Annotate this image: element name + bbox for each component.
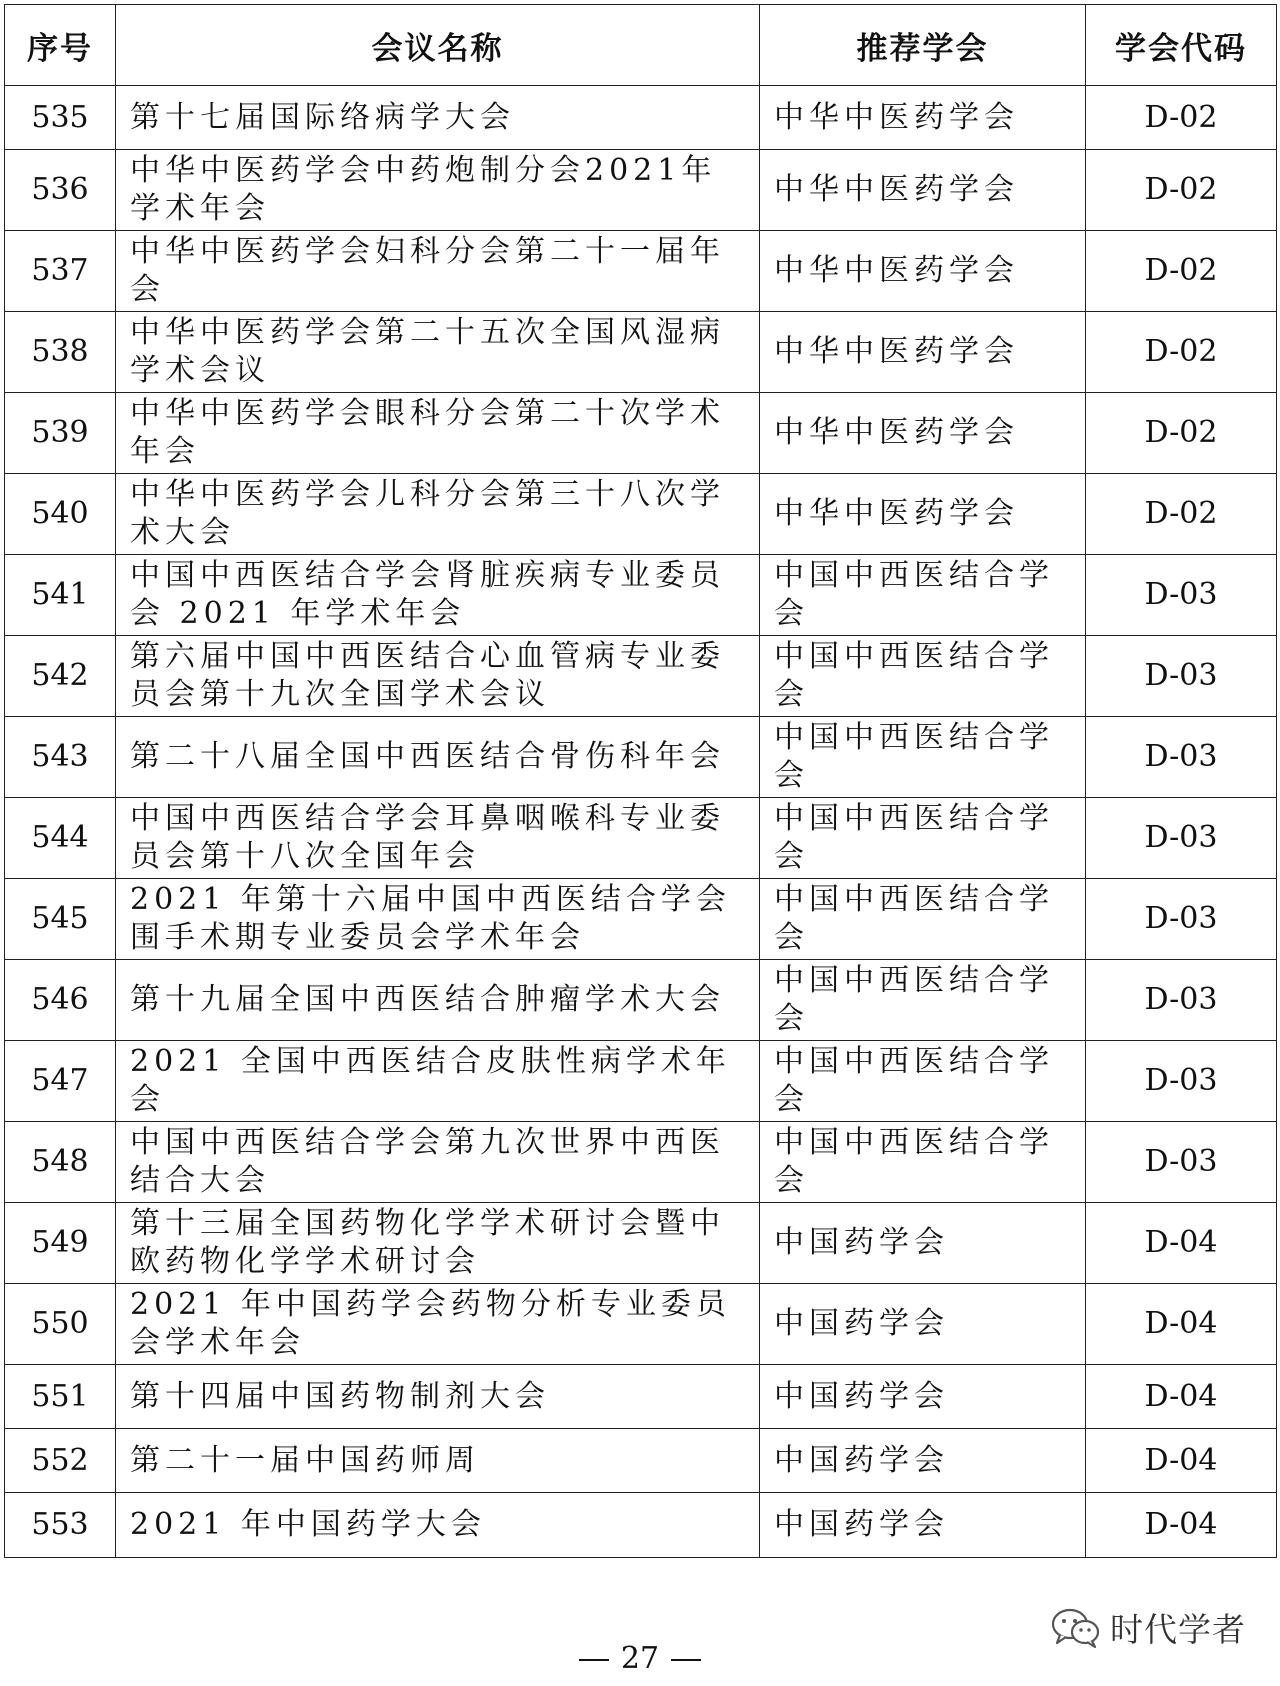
row-index: 541 xyxy=(5,555,116,636)
row-society: 中国药学会 xyxy=(760,1203,1086,1284)
row-conference-name: 第十三届全国药物化学学术研讨会暨中欧药物化学学术研讨会 xyxy=(116,1203,760,1284)
row-code: D-03 xyxy=(1086,960,1277,1041)
row-index: 552 xyxy=(5,1429,116,1493)
row-conference-name: 2021 年第十六届中国中西医结合学会围手术期专业委员会学术年会 xyxy=(116,879,760,960)
table-row xyxy=(5,474,1277,555)
row-conference-name: 中国中西医结合学会第九次世界中西医结合大会 xyxy=(116,1122,760,1203)
row-conference-name: 第二十一届中国药师周 xyxy=(116,1429,760,1493)
row-index: 550 xyxy=(5,1284,116,1365)
table-header-row xyxy=(5,5,1277,86)
row-code: D-04 xyxy=(1086,1493,1277,1558)
row-index: 539 xyxy=(5,393,116,474)
row-index: 545 xyxy=(5,879,116,960)
row-conference-name: 2021 全国中西医结合皮肤性病学术年会 xyxy=(116,1041,760,1122)
row-code: D-03 xyxy=(1086,717,1277,798)
row-code: D-04 xyxy=(1086,1203,1277,1284)
header-index: 序号 xyxy=(5,5,116,86)
row-index: 547 xyxy=(5,1041,116,1122)
row-index: 544 xyxy=(5,798,116,879)
row-society: 中国中西医结合学会 xyxy=(760,1041,1086,1122)
row-code: D-04 xyxy=(1086,1284,1277,1365)
row-index: 537 xyxy=(5,231,116,312)
watermark-text: 时代学者 xyxy=(1110,1610,1246,1649)
header-society-code: 学会代码 xyxy=(1086,5,1277,86)
row-society: 中华中医药学会 xyxy=(760,231,1086,312)
row-conference-name: 中国中西医结合学会肾脏疾病专业委员会 2021 年学术年会 xyxy=(116,555,760,636)
page-number xyxy=(0,1641,1280,1676)
table-row xyxy=(5,798,1277,879)
table-row xyxy=(5,960,1277,1041)
table-row xyxy=(5,150,1277,231)
table-row xyxy=(5,717,1277,798)
row-index: 543 xyxy=(5,717,116,798)
row-index: 542 xyxy=(5,636,116,717)
row-code: D-02 xyxy=(1086,231,1277,312)
table-row xyxy=(5,555,1277,636)
row-society: 中华中医药学会 xyxy=(760,150,1086,231)
row-society: 中华中医药学会 xyxy=(760,393,1086,474)
row-code: D-02 xyxy=(1086,150,1277,231)
row-society: 中国中西医结合学会 xyxy=(760,879,1086,960)
row-conference-name: 2021 年中国药学会药物分析专业委员会学术年会 xyxy=(116,1284,760,1365)
row-code: D-04 xyxy=(1086,1365,1277,1429)
row-conference-name: 第十四届中国药物制剂大会 xyxy=(116,1365,760,1429)
table-row xyxy=(5,1122,1277,1203)
table-row xyxy=(5,312,1277,393)
row-conference-name: 中华中医药学会妇科分会第二十一届年会 xyxy=(116,231,760,312)
row-conference-name: 中国中西医结合学会耳鼻咽喉科专业委员会第十八次全国年会 xyxy=(116,798,760,879)
row-index: 536 xyxy=(5,150,116,231)
row-code: D-03 xyxy=(1086,636,1277,717)
row-conference-name: 2021 年中国药学大会 xyxy=(116,1493,760,1558)
row-conference-name: 第六届中国中西医结合心血管病专业委员会第十九次全国学术会议 xyxy=(116,636,760,717)
row-conference-name: 第十九届全国中西医结合肿瘤学术大会 xyxy=(116,960,760,1041)
row-society: 中国药学会 xyxy=(760,1429,1086,1493)
row-society: 中国中西医结合学会 xyxy=(760,1122,1086,1203)
table-row xyxy=(5,1041,1277,1122)
page-number-value: 27 xyxy=(620,1641,660,1676)
table-row xyxy=(5,231,1277,312)
row-conference-name: 中华中医药学会儿科分会第三十八次学术大会 xyxy=(116,474,760,555)
table-row xyxy=(5,1429,1277,1493)
row-code: D-02 xyxy=(1086,393,1277,474)
row-index: 535 xyxy=(5,86,116,150)
page-number-dash-right xyxy=(671,1659,701,1661)
row-society: 中国药学会 xyxy=(760,1365,1086,1429)
row-conference-name: 中华中医药学会中药炮制分会2021年学术年会 xyxy=(116,150,760,231)
row-index: 538 xyxy=(5,312,116,393)
row-index: 551 xyxy=(5,1365,116,1429)
conference-table xyxy=(4,4,1277,1558)
row-conference-name: 中华中医药学会第二十五次全国风湿病学术会议 xyxy=(116,312,760,393)
row-conference-name: 中华中医药学会眼科分会第二十次学术年会 xyxy=(116,393,760,474)
row-society: 中国药学会 xyxy=(760,1284,1086,1365)
header-recommending-society: 推荐学会 xyxy=(760,5,1086,86)
row-index: 549 xyxy=(5,1203,116,1284)
table-row xyxy=(5,1365,1277,1429)
row-code: D-03 xyxy=(1086,879,1277,960)
row-society: 中国药学会 xyxy=(760,1493,1086,1558)
row-code: D-03 xyxy=(1086,1122,1277,1203)
row-conference-name: 第十七届国际络病学大会 xyxy=(116,86,760,150)
table-row xyxy=(5,879,1277,960)
row-code: D-03 xyxy=(1086,555,1277,636)
page-number-dash-left xyxy=(579,1659,609,1661)
row-conference-name: 第二十八届全国中西医结合骨伤科年会 xyxy=(116,717,760,798)
row-society: 中华中医药学会 xyxy=(760,312,1086,393)
row-society: 中国中西医结合学会 xyxy=(760,555,1086,636)
row-society: 中国中西医结合学会 xyxy=(760,717,1086,798)
row-society: 中华中医药学会 xyxy=(760,474,1086,555)
header-conference-name: 会议名称 xyxy=(116,5,760,86)
row-society: 中华中医药学会 xyxy=(760,86,1086,150)
row-society: 中国中西医结合学会 xyxy=(760,960,1086,1041)
table-row xyxy=(5,393,1277,474)
row-code: D-04 xyxy=(1086,1429,1277,1493)
table-row xyxy=(5,636,1277,717)
table-row xyxy=(5,1493,1277,1558)
table-row xyxy=(5,86,1277,150)
row-code: D-03 xyxy=(1086,798,1277,879)
row-code: D-02 xyxy=(1086,474,1277,555)
row-society: 中国中西医结合学会 xyxy=(760,798,1086,879)
row-index: 548 xyxy=(5,1122,116,1203)
row-code: D-02 xyxy=(1086,312,1277,393)
row-code: D-02 xyxy=(1086,86,1277,150)
row-index: 540 xyxy=(5,474,116,555)
row-index: 546 xyxy=(5,960,116,1041)
table-row xyxy=(5,1203,1277,1284)
row-index: 553 xyxy=(5,1493,116,1558)
row-society: 中国中西医结合学会 xyxy=(760,636,1086,717)
row-code: D-03 xyxy=(1086,1041,1277,1122)
table-row xyxy=(5,1284,1277,1365)
